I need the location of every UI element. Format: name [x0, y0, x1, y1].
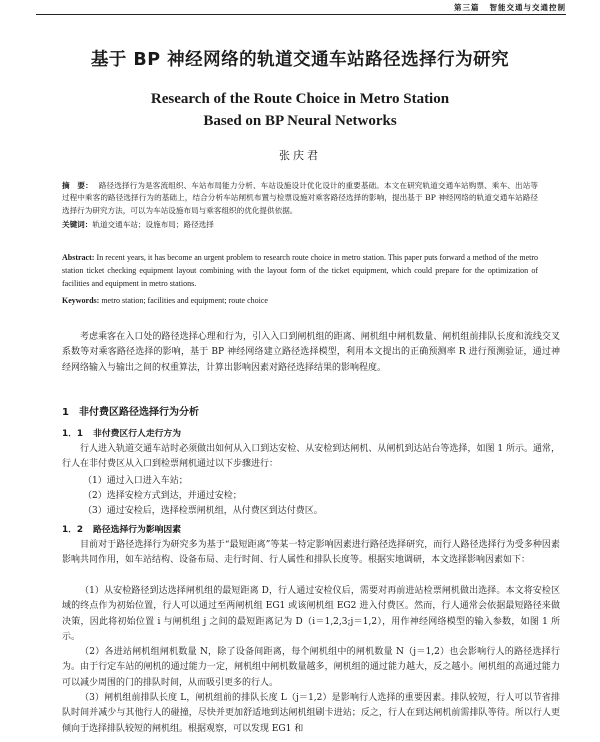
keywords-zh-label: 关键词：: [62, 220, 93, 229]
keywords-en-label: Keywords:: [62, 296, 100, 305]
s12-paragraph-2: （1）从安检路径到达选择闸机组的最短距离 D，行人通过安检仪后，需要对再前进站检票闸机做出选择。本文将安检区域的终点作为初始位置，行人可以通过至两闸机组 EG1 或该闸机组 EG2 进入付费区。然而，行人通常会依据最短路径来做决策，因此将初始位置 i 与闸机组 j 之间的最短距离记为 D（i＝1,2,3;j＝1,2），用作神经网络模型的输入参数，如图 1 所示。: [62, 586, 560, 642]
title-zh: 基于 BP 神经网络的轨道交通车站路径选择行为研究: [90, 50, 510, 70]
title-en: [0, 88, 600, 132]
section-1-2-number: 1．2: [62, 525, 84, 535]
abstract-zh-text: 路径选择行为是客流组织、车站布局能力分析、车站设施设计优化设计的重要基础。本文在研究轨道交通车站购票、乘车、出站等过程中乘客的路径选择行为的基础上，结合分析车站闸机布置与检票设施对乘客路径选择的影响，提出基于 BP 神经网络的轨道交通车站路径选择行为研究方法，可以为车站设施布局与乘客组织的优化提供依据。: [62, 181, 538, 215]
abstract-zh: [62, 180, 538, 217]
section-1-1-title: 非付费区行人走行方为: [93, 429, 182, 439]
section-1-2-title: 路径选择行为影响因素: [93, 525, 182, 535]
keywords-zh: [62, 219, 538, 231]
abstract-en-text: In recent years, it has become an urgent problem to research route choice in metro station. This paper puts forward a method of the metro station ticket checking equipment layout combining with the layout form of the ticket equipment, which could prepare for the optimization of facilities and equipment in metro stations.: [62, 253, 539, 288]
s11-paragraph: 行人进入轨道交通车站时必须做出如何从入口到达安检、从安检到达闸机、从闸机到达站台等选择，如图 1 所示。通常，行人在非付费区从入口到检票闸机通过以下步骤进行：: [62, 444, 560, 470]
keywords-en: [62, 295, 538, 307]
author: 张庆君: [279, 149, 321, 162]
running-head: [36, 2, 566, 15]
keywords-zh-text: 轨道交通车站；设施布局；路径选择: [92, 220, 214, 229]
abstract-zh-label: 摘 要：: [62, 181, 93, 190]
section-1-1-heading: [62, 426, 181, 439]
title-en-line1: Research of the Route Choice in Metro Station: [150, 91, 450, 107]
title-en-line2: Based on BP Neural Networks: [203, 113, 397, 129]
s12-paragraph-4: （3）闸机组前排队长度 L，闸机组前的排队长度 L（j＝1,2）是影响行人选择的重要因素。排队较短，行人可以节省排队时间并减少与其他行人的碰撞，尽快并更加舒适地到达闸机组刷卡进站；反之，行人在到达闸机前需排队等待。所以行人更倾向于选择排队较短的闸机组。根据观察，可以发现 EG1 和: [62, 693, 560, 734]
keywords-en-text: metro station; facilities and equipment; route choice: [101, 296, 268, 305]
section-1-number: 1: [62, 407, 69, 418]
section-1-title: 非付费区路径选择行为分析: [78, 407, 199, 418]
running-head-part: 第三篇: [454, 3, 480, 12]
s11-step-3: （3）通过安检后，选择检票闸机组，从付费区到达付费区。: [83, 506, 323, 516]
s11-step-1: （1）通过入口进入车站；: [83, 476, 188, 486]
s12-paragraph-1: 目前对于路径选择行为研究多为基于“最短距离”等某一特定影响因素进行路径选择研究，而行人路径选择行为受多种因素影响共同作用，如车站结构、设备布局、走行时间、行人属性和排队长度等。根据实地调研，本文选择影响因素如下：: [62, 540, 560, 566]
running-head-section: 智能交通与交通控制: [489, 3, 566, 12]
abstract-en: [62, 252, 538, 290]
section-1-2-heading: [62, 522, 181, 535]
s12-paragraph-3: （2）各进站闸机组闸机数量 N，除了设备间距离，每个闸机组中的闸机数量 N（j＝1,2）也会影响行人的路径选择行为。由于行定车站的闸机的通过能力一定，闸机组中闸机数量越多，闸机组的通过能力越大，反之越小。闸机组的高通过能力可以减少周围的门的排队时间，从而吸引更多的行人。: [62, 647, 560, 688]
s11-step-2: （2）选择安检方式到达，并通过安检；: [83, 491, 242, 501]
section-1-1-number: 1．1: [62, 429, 84, 439]
section-1-heading: [62, 403, 199, 418]
abstract-en-label: Abstract:: [62, 253, 95, 262]
intro-paragraph: 考虑乘客在入口处的路径选择心理和行为，引入入口到闸机组的距离、闸机组中闸机数量、闸机组前排队长度和流线交叉系数等对乘客路径选择的影响，基于 BP 神经网络建立路径选择模型，利用本文提出的正确预测率 R 进行预测验证，通过神经网络输入与输出之间的权重算法，计算出影响因素对路径选择结果的影响程度。: [62, 332, 560, 373]
